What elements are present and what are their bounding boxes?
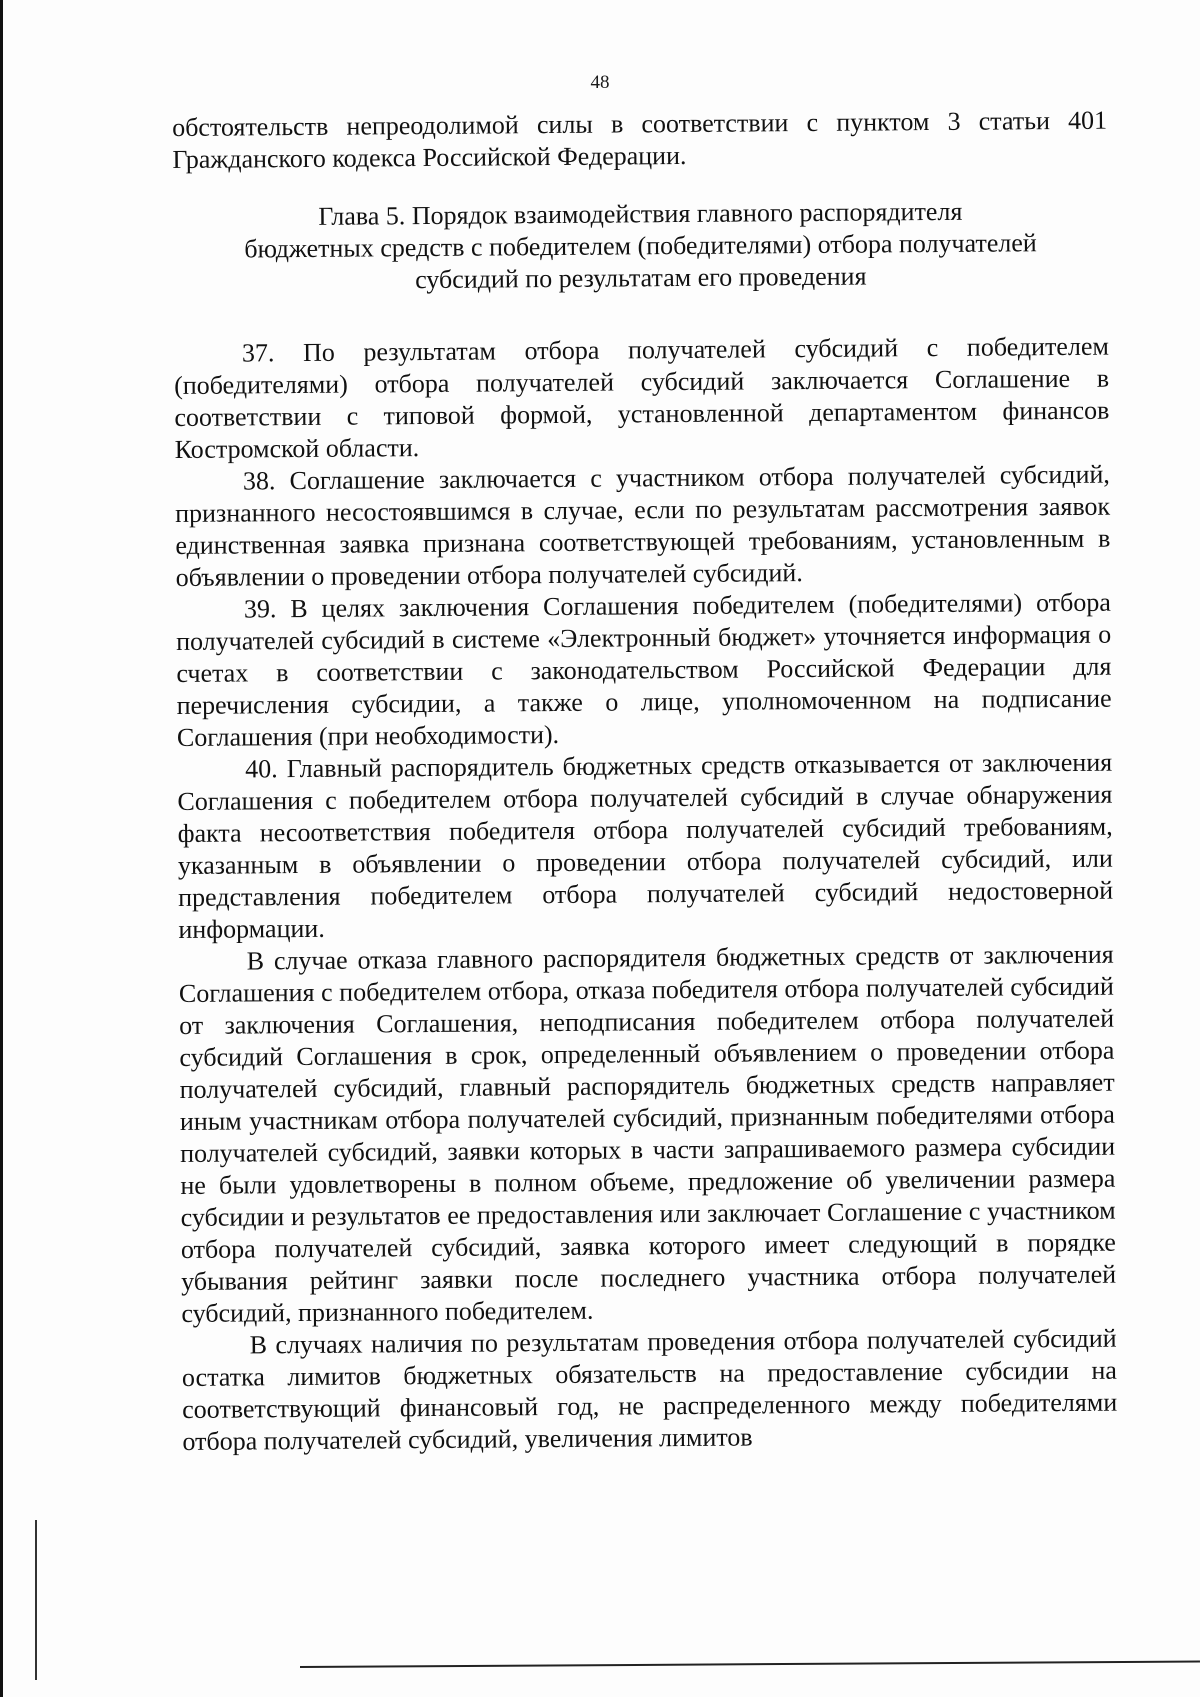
paragraph-38: 38. Соглашение заключается с участником отбора получателей субсидий, признанного несостоявшимся в случае, если по результатам рассмотрения заявок единственная заявка признана соответствующей требованиям, установленным в объявлении о проведении отбора получателей субсидий.	[175, 459, 1111, 592]
scan-margin-mark	[35, 1520, 37, 1680]
paragraph-39: 39. В целях заключения Соглашения победителем (победителями) отбора получателей субсидий в системе «Электронный бюджет» уточняется информация о счетах в соответствии с законодательством Российской Федерации для перечисления субсидии, а также о лице, уполномоченном на подписание Соглашения (при необходимости).	[176, 587, 1112, 752]
paragraph-remaining-limits: В случаях наличия по результатам проведения отбора получателей субсидий остатка лимитов бюджетных обязательств на предоставление субсидии на соответствующий финансовый год, не распределенного между победителями отбора получателей субсидий, увеличения лимитов	[181, 1323, 1118, 1456]
paragraph-40: 40. Главный распорядитель бюджетных средств отказывается от заключения Соглашения с победителем отбора получателей субсидий в случае обнаружения факта несоответствия победителя отбора получателей субсидий требованиям, указанным в объявлении о проведении отбора получателей субсидий, или представления победителем отбора получателей субсидий недостоверной информации.	[177, 747, 1114, 944]
paragraph-refusal-case: В случае отказа главного распорядителя бюджетных средств от заключения Соглашения с победителем отбора, отказа победителя отбора получателей субсидий от заключения Соглашения, неподписания победителем отбора получателей субсидий Соглашения в срок, определенный объявлением о проведении отбора получателей субсидий, главный распорядитель бюджетных средств направляет иным участникам отбора получателей субсидий, признанным победителями отбора получателей субсидий, заявки которых в части запрашиваемого размера субсидии не были удовлетворены в полном объеме, предложение об увеличении размера субсидии и результатов ее предоставления или заключает Соглашение с участником отбора получателей субсидий, заявка которого имеет следующий в порядке убывания рейтинг заявки после последнего участника отбора получателей субсидий, признанного победителем.	[178, 939, 1117, 1328]
document-body	[172, 105, 1118, 1458]
chapter-heading	[173, 195, 1109, 298]
lead-paragraph: обстоятельств непреодолимой силы в соответствии с пунктом 3 статьи 401 Гражданского кодекса Российской Федерации.	[172, 105, 1108, 174]
chapter-heading-line: бюджетных средств с победителем (победителями) отбора получателей	[244, 228, 1037, 264]
chapter-heading-line: субсидий по результатам его проведения	[415, 261, 867, 295]
page-number: 48	[590, 72, 610, 93]
paragraph-37: 37. По результатам отбора получателей субсидий с победителем (победителями) отбора получателей субсидий заключается Соглашение в соответствии с типовой формой, установленной департаментом финансов Костромской области.	[174, 331, 1110, 464]
scan-edge-shadow	[0, 0, 3, 1697]
scan-bottom-line	[300, 1661, 1200, 1668]
chapter-heading-line: Глава 5. Порядок взаимодействия главного распорядителя	[318, 196, 963, 231]
